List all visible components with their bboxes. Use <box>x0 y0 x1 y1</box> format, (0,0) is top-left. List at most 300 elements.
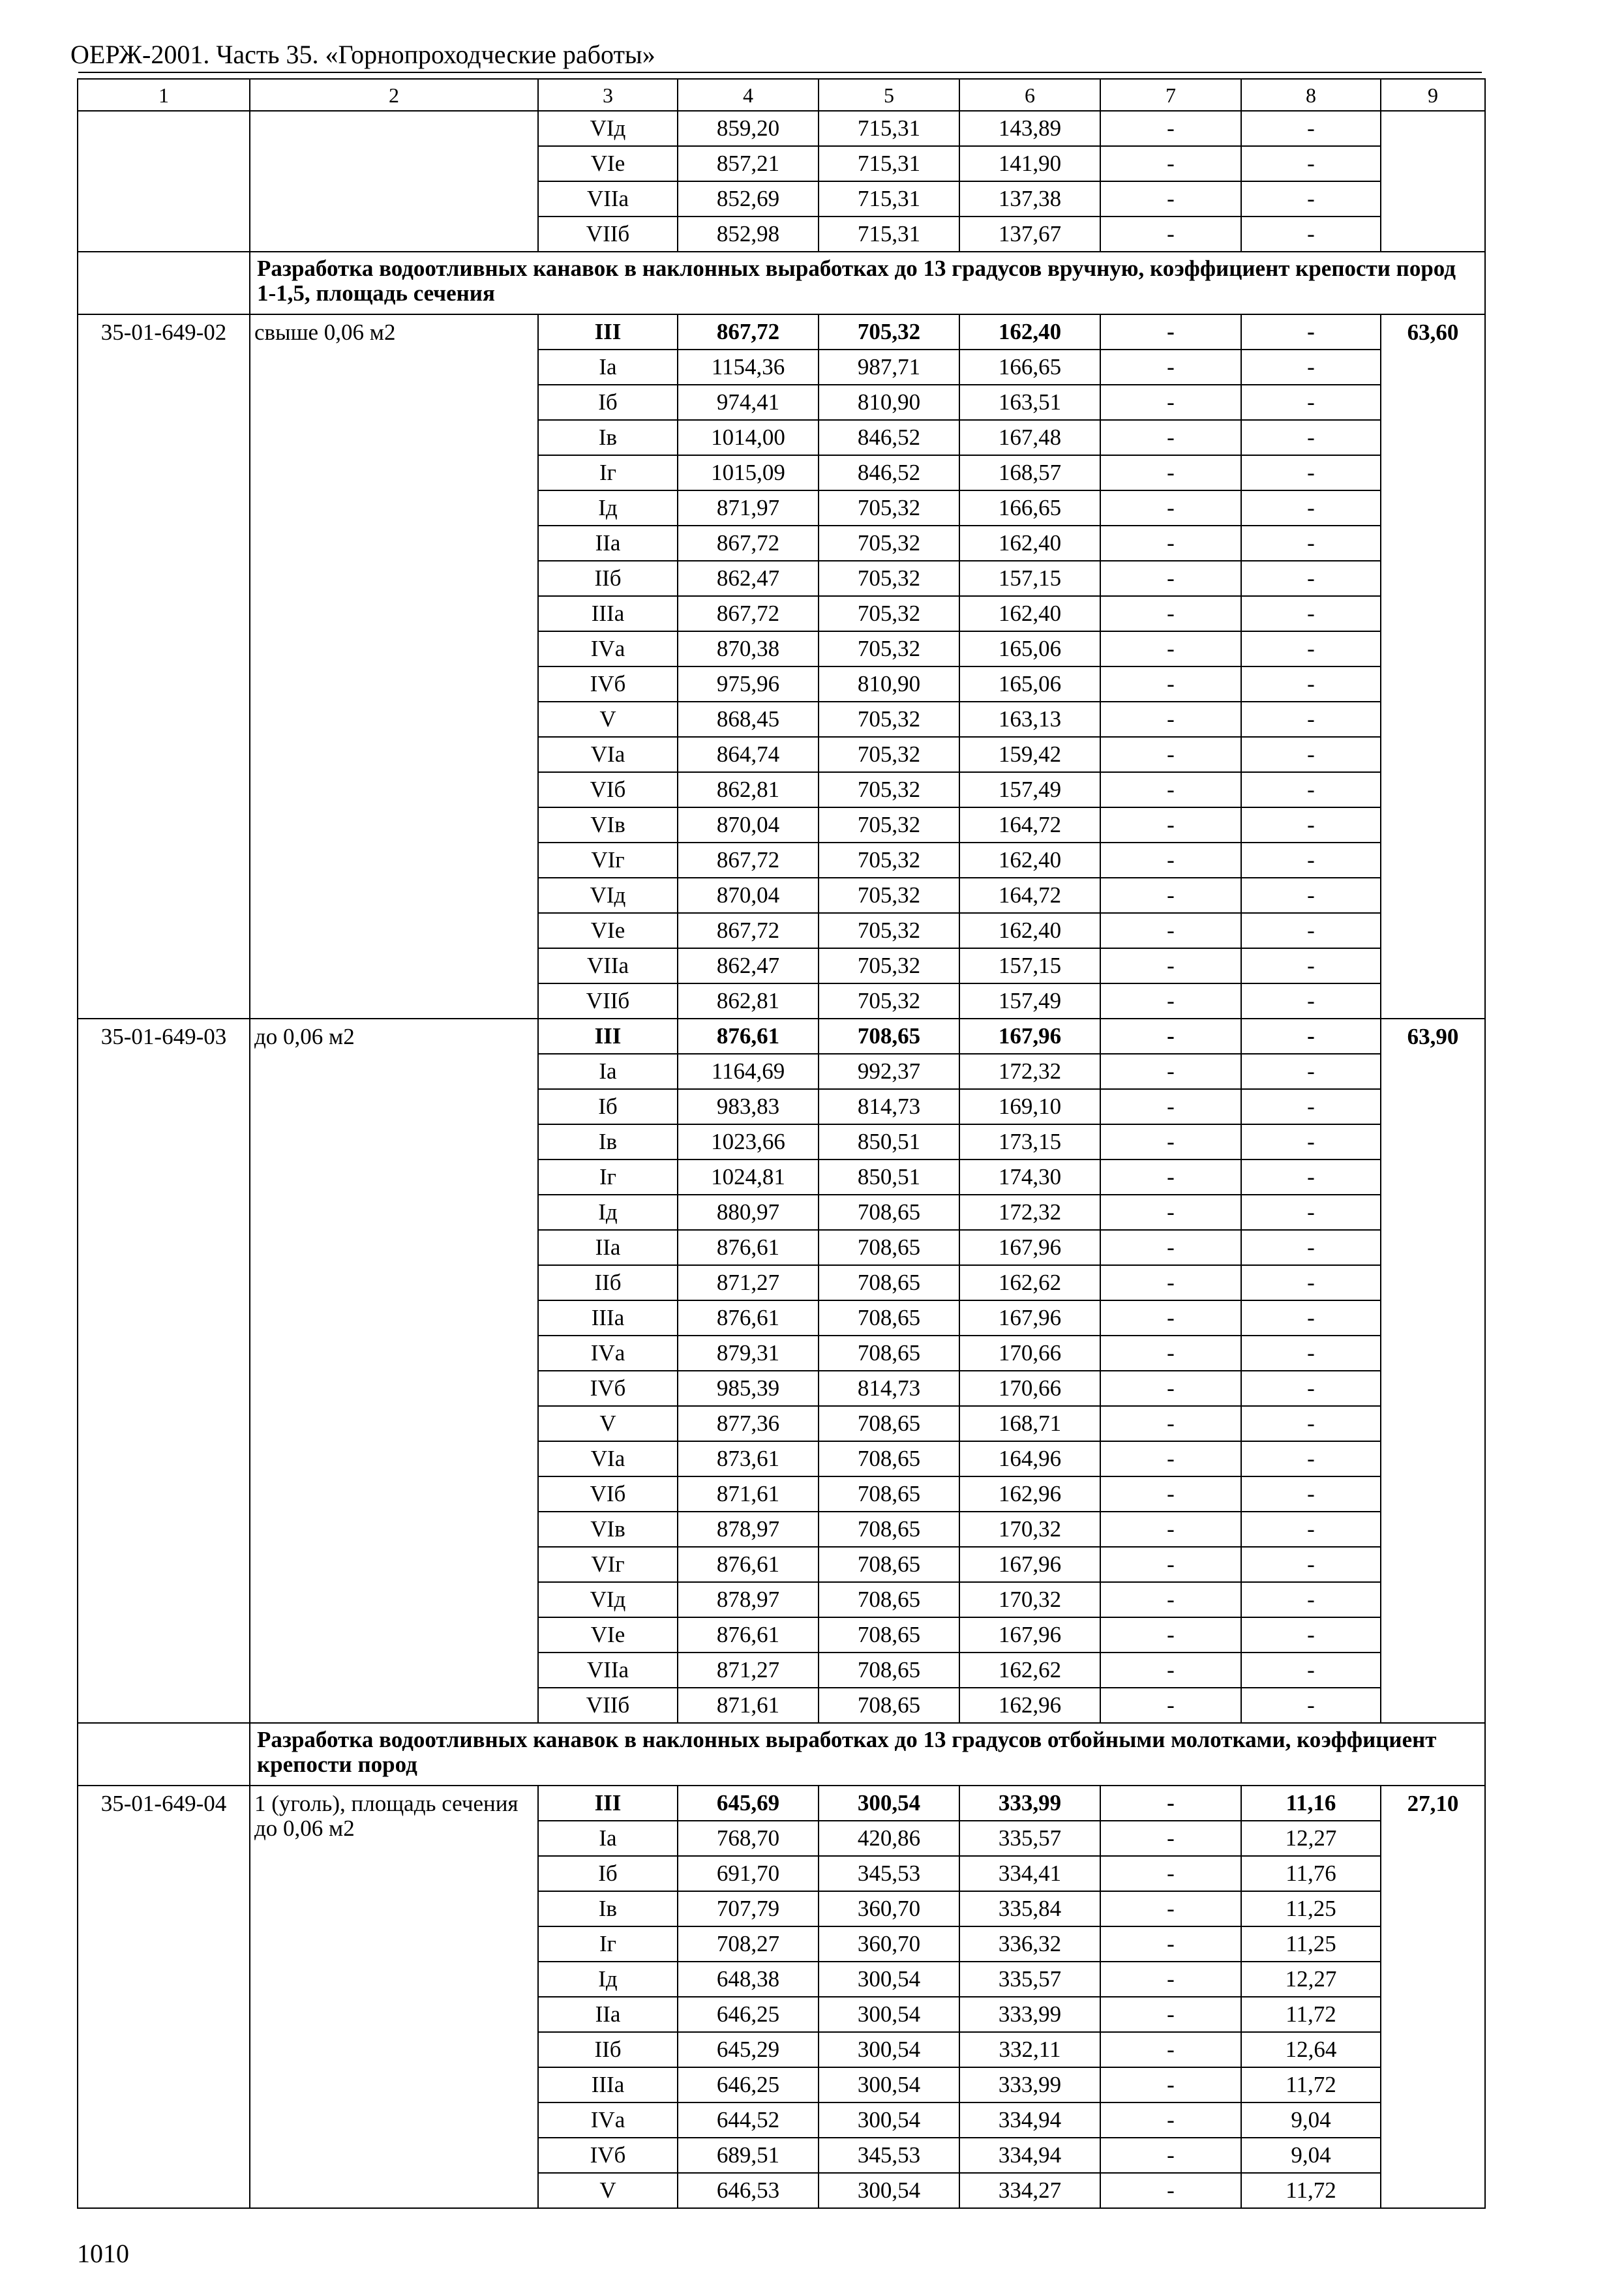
total-cost: 876,61 <box>678 1019 819 1054</box>
machine-cost: 137,67 <box>959 217 1100 252</box>
driver-wage: - <box>1100 111 1241 146</box>
total-cost: 871,61 <box>678 1688 819 1723</box>
rate-category: IVб <box>538 1371 678 1406</box>
section-title-spacer <box>78 252 250 314</box>
total-cost: 871,27 <box>678 1265 819 1300</box>
rate-category: Iв <box>538 1891 678 1926</box>
column-number: 8 <box>1241 79 1381 111</box>
labor-cost: 715,31 <box>819 111 959 146</box>
driver-wage: - <box>1100 2138 1241 2173</box>
materials-cost: - <box>1241 146 1381 181</box>
driver-wage: - <box>1100 1441 1241 1476</box>
rate-category: IIа <box>538 1997 678 2032</box>
materials-cost: - <box>1241 526 1381 561</box>
machine-cost: 168,71 <box>959 1406 1100 1441</box>
rate-category: VIе <box>538 913 678 948</box>
driver-wage: - <box>1100 1997 1241 2032</box>
materials-cost: - <box>1241 737 1381 772</box>
column-number: 1 <box>78 79 250 111</box>
labor-cost: 705,32 <box>819 807 959 843</box>
rate-category: Iв <box>538 420 678 455</box>
rate-category: Iв <box>538 1124 678 1159</box>
labor-cost: 850,51 <box>819 1124 959 1159</box>
rate-category: IIIа <box>538 596 678 631</box>
total-cost: 868,45 <box>678 702 819 737</box>
labor-cost: 708,65 <box>819 1336 959 1371</box>
driver-wage: - <box>1100 146 1241 181</box>
materials-cost: - <box>1241 1019 1381 1054</box>
rate-category: Iа <box>538 350 678 385</box>
machine-cost: 336,32 <box>959 1926 1100 1962</box>
total-cost: 644,52 <box>678 2102 819 2138</box>
materials-cost: - <box>1241 1441 1381 1476</box>
labor-cost: 987,71 <box>819 350 959 385</box>
total-cost: 862,81 <box>678 983 819 1019</box>
driver-wage: - <box>1100 1406 1241 1441</box>
machine-cost: 169,10 <box>959 1089 1100 1124</box>
labor-cost: 708,65 <box>819 1300 959 1336</box>
materials-cost: - <box>1241 1265 1381 1300</box>
driver-wage: - <box>1100 843 1241 878</box>
materials-cost: - <box>1241 1617 1381 1653</box>
rate-category: Iа <box>538 1821 678 1856</box>
rate-category: IVа <box>538 1336 678 1371</box>
driver-wage: - <box>1100 1926 1241 1962</box>
machine-cost: 157,15 <box>959 561 1100 596</box>
materials-cost: - <box>1241 1054 1381 1089</box>
total-cost: 645,69 <box>678 1786 819 1821</box>
machine-cost: 141,90 <box>959 146 1100 181</box>
driver-wage: - <box>1100 2102 1241 2138</box>
rate-category: Iб <box>538 1856 678 1891</box>
driver-wage: - <box>1100 1336 1241 1371</box>
rate-category: VIд <box>538 878 678 913</box>
column-number: 9 <box>1381 79 1485 111</box>
materials-cost: - <box>1241 111 1381 146</box>
materials-cost: - <box>1241 490 1381 526</box>
machine-cost: 167,96 <box>959 1230 1100 1265</box>
labor-cost: 708,65 <box>819 1441 959 1476</box>
driver-wage: - <box>1100 1891 1241 1926</box>
total-cost: 975,96 <box>678 666 819 702</box>
section-title-row <box>78 1723 1485 1786</box>
driver-wage: - <box>1100 1371 1241 1406</box>
labor-cost: 705,32 <box>819 948 959 983</box>
continued-desc-cell <box>250 111 538 252</box>
labor-cost: 708,65 <box>819 1582 959 1617</box>
driver-wage: - <box>1100 314 1241 350</box>
labor-cost: 705,32 <box>819 737 959 772</box>
labor-cost: 846,52 <box>819 420 959 455</box>
machine-cost: 167,96 <box>959 1547 1100 1582</box>
labor-cost: 300,54 <box>819 2173 959 2208</box>
labor-cost: 360,70 <box>819 1891 959 1926</box>
rate-category: IIIа <box>538 1300 678 1336</box>
total-cost: 873,61 <box>678 1441 819 1476</box>
total-cost: 1023,66 <box>678 1124 819 1159</box>
materials-cost: 11,76 <box>1241 1856 1381 1891</box>
labor-cost: 705,32 <box>819 490 959 526</box>
column-number-row <box>78 79 1485 111</box>
item-total: 63,90 <box>1381 1019 1485 1723</box>
item-description: до 0,06 м2 <box>250 1019 538 1723</box>
machine-cost: 164,72 <box>959 807 1100 843</box>
column-number: 5 <box>819 79 959 111</box>
rate-category: Iг <box>538 1926 678 1962</box>
machine-cost: 167,96 <box>959 1617 1100 1653</box>
total-cost: 852,69 <box>678 181 819 217</box>
machine-cost: 157,49 <box>959 772 1100 807</box>
driver-wage: - <box>1100 913 1241 948</box>
machine-cost: 157,49 <box>959 983 1100 1019</box>
labor-cost: 708,65 <box>819 1547 959 1582</box>
rate-category: Iб <box>538 385 678 420</box>
rate-category: VIIб <box>538 217 678 252</box>
materials-cost: 11,72 <box>1241 2173 1381 2208</box>
labor-cost: 708,65 <box>819 1653 959 1688</box>
rate-category: V <box>538 2173 678 2208</box>
machine-cost: 172,32 <box>959 1054 1100 1089</box>
total-cost: 862,47 <box>678 561 819 596</box>
rate-category: IIа <box>538 526 678 561</box>
total-cost: 862,81 <box>678 772 819 807</box>
total-cost: 876,61 <box>678 1230 819 1265</box>
labor-cost: 300,54 <box>819 1997 959 2032</box>
machine-cost: 334,27 <box>959 2173 1100 2208</box>
machine-cost: 162,40 <box>959 596 1100 631</box>
driver-wage: - <box>1100 385 1241 420</box>
total-cost: 648,38 <box>678 1962 819 1997</box>
rate-category: IVб <box>538 2138 678 2173</box>
materials-cost: 11,72 <box>1241 1997 1381 2032</box>
labor-cost: 420,86 <box>819 1821 959 1856</box>
rate-category: VIIа <box>538 181 678 217</box>
total-cost: 707,79 <box>678 1891 819 1926</box>
materials-cost: - <box>1241 1195 1381 1230</box>
rate-category: VIв <box>538 1512 678 1547</box>
materials-cost: - <box>1241 385 1381 420</box>
total-cost: 1015,09 <box>678 455 819 490</box>
rate-category: VIг <box>538 843 678 878</box>
total-cost: 859,20 <box>678 111 819 146</box>
driver-wage: - <box>1100 772 1241 807</box>
item-total: 27,10 <box>1381 1786 1485 2208</box>
labor-cost: 708,65 <box>819 1512 959 1547</box>
machine-cost: 168,57 <box>959 455 1100 490</box>
labor-cost: 708,65 <box>819 1688 959 1723</box>
total-cost: 867,72 <box>678 843 819 878</box>
driver-wage: - <box>1100 1054 1241 1089</box>
item-code: 35-01-649-04 <box>78 1786 250 2208</box>
rate-category: VIг <box>538 1547 678 1582</box>
driver-wage: - <box>1100 1547 1241 1582</box>
materials-cost: - <box>1241 1653 1381 1688</box>
total-cost: 646,53 <box>678 2173 819 2208</box>
materials-cost: 12,27 <box>1241 1962 1381 1997</box>
item-description: 1 (уголь), площадь сечения до 0,06 м2 <box>250 1786 538 2208</box>
driver-wage: - <box>1100 217 1241 252</box>
labor-cost: 300,54 <box>819 2067 959 2102</box>
machine-cost: 162,40 <box>959 843 1100 878</box>
machine-cost: 166,65 <box>959 350 1100 385</box>
rate-category: IIа <box>538 1230 678 1265</box>
machine-cost: 333,99 <box>959 2067 1100 2102</box>
rate-category: VIб <box>538 772 678 807</box>
labor-cost: 705,32 <box>819 772 959 807</box>
labor-cost: 814,73 <box>819 1089 959 1124</box>
rate-category: Iг <box>538 455 678 490</box>
machine-cost: 165,06 <box>959 631 1100 666</box>
driver-wage: - <box>1100 1786 1241 1821</box>
materials-cost: 9,04 <box>1241 2138 1381 2173</box>
rate-category: III <box>538 1019 678 1054</box>
labor-cost: 705,32 <box>819 526 959 561</box>
materials-cost: 12,64 <box>1241 2032 1381 2067</box>
total-cost: 876,61 <box>678 1547 819 1582</box>
materials-cost: - <box>1241 666 1381 702</box>
driver-wage: - <box>1100 420 1241 455</box>
driver-wage: - <box>1100 1962 1241 1997</box>
machine-cost: 162,96 <box>959 1688 1100 1723</box>
total-cost: 691,70 <box>678 1856 819 1891</box>
labor-cost: 705,32 <box>819 983 959 1019</box>
labor-cost: 300,54 <box>819 1962 959 1997</box>
driver-wage: - <box>1100 561 1241 596</box>
rate-category: IIб <box>538 2032 678 2067</box>
materials-cost: - <box>1241 1300 1381 1336</box>
section-title: Разработка водоотливных канавок в наклонных выработках до 13 градусов отбойными молотками, коэффициент крепости пород <box>250 1723 1485 1786</box>
machine-cost: 334,94 <box>959 2102 1100 2138</box>
total-cost: 871,61 <box>678 1476 819 1512</box>
labor-cost: 705,32 <box>819 561 959 596</box>
labor-cost: 810,90 <box>819 385 959 420</box>
driver-wage: - <box>1100 181 1241 217</box>
rate-category: Iд <box>538 1962 678 1997</box>
materials-cost: - <box>1241 631 1381 666</box>
header-rule <box>78 72 1482 73</box>
labor-cost: 345,53 <box>819 2138 959 2173</box>
materials-cost: - <box>1241 1089 1381 1124</box>
materials-cost: - <box>1241 843 1381 878</box>
rate-category: Iг <box>538 1159 678 1195</box>
total-cost: 645,29 <box>678 2032 819 2067</box>
machine-cost: 166,65 <box>959 490 1100 526</box>
materials-cost: - <box>1241 1371 1381 1406</box>
rate-category: VIIб <box>538 1688 678 1723</box>
materials-cost: - <box>1241 1476 1381 1512</box>
machine-cost: 172,32 <box>959 1195 1100 1230</box>
table-row <box>78 1786 1485 1821</box>
driver-wage: - <box>1100 737 1241 772</box>
driver-wage: - <box>1100 878 1241 913</box>
total-cost: 768,70 <box>678 1821 819 1856</box>
rate-category: Iб <box>538 1089 678 1124</box>
materials-cost: - <box>1241 1512 1381 1547</box>
column-number: 4 <box>678 79 819 111</box>
section-title-row <box>78 252 1485 314</box>
materials-cost: - <box>1241 420 1381 455</box>
labor-cost: 705,32 <box>819 596 959 631</box>
materials-cost: 11,25 <box>1241 1926 1381 1962</box>
machine-cost: 335,84 <box>959 1891 1100 1926</box>
machine-cost: 174,30 <box>959 1159 1100 1195</box>
labor-cost: 708,65 <box>819 1406 959 1441</box>
rate-category: IIб <box>538 561 678 596</box>
driver-wage: - <box>1100 1195 1241 1230</box>
total-cost: 974,41 <box>678 385 819 420</box>
rate-category: VIв <box>538 807 678 843</box>
column-number: 7 <box>1100 79 1241 111</box>
continued-code-cell <box>78 111 250 252</box>
section-title-spacer <box>78 1723 250 1786</box>
driver-wage: - <box>1100 1688 1241 1723</box>
labor-cost: 715,31 <box>819 217 959 252</box>
machine-cost: 167,48 <box>959 420 1100 455</box>
rate-category: IVа <box>538 2102 678 2138</box>
labor-cost: 708,65 <box>819 1230 959 1265</box>
labor-cost: 360,70 <box>819 1926 959 1962</box>
labor-cost: 705,32 <box>819 314 959 350</box>
labor-cost: 705,32 <box>819 702 959 737</box>
driver-wage: - <box>1100 983 1241 1019</box>
machine-cost: 143,89 <box>959 111 1100 146</box>
labor-cost: 850,51 <box>819 1159 959 1195</box>
machine-cost: 170,32 <box>959 1582 1100 1617</box>
driver-wage: - <box>1100 631 1241 666</box>
rate-category: IIIа <box>538 2067 678 2102</box>
materials-cost: 12,27 <box>1241 1821 1381 1856</box>
rate-category: VIе <box>538 1617 678 1653</box>
driver-wage: - <box>1100 596 1241 631</box>
materials-cost: - <box>1241 314 1381 350</box>
item-code: 35-01-649-03 <box>78 1019 250 1723</box>
total-cost: 878,97 <box>678 1582 819 1617</box>
labor-cost: 300,54 <box>819 2032 959 2067</box>
item-total: 63,60 <box>1381 314 1485 1019</box>
machine-cost: 333,99 <box>959 1786 1100 1821</box>
driver-wage: - <box>1100 1089 1241 1124</box>
table-row <box>78 111 1485 146</box>
machine-cost: 162,40 <box>959 314 1100 350</box>
labor-cost: 810,90 <box>819 666 959 702</box>
labor-cost: 708,65 <box>819 1617 959 1653</box>
machine-cost: 170,32 <box>959 1512 1100 1547</box>
materials-cost: - <box>1241 1406 1381 1441</box>
rate-category: VIб <box>538 1476 678 1512</box>
rate-category: VIд <box>538 111 678 146</box>
driver-wage: - <box>1100 455 1241 490</box>
materials-cost: - <box>1241 1336 1381 1371</box>
materials-cost: - <box>1241 702 1381 737</box>
total-cost: 876,61 <box>678 1300 819 1336</box>
labor-cost: 705,32 <box>819 878 959 913</box>
machine-cost: 335,57 <box>959 1821 1100 1856</box>
labor-cost: 705,32 <box>819 631 959 666</box>
labor-cost: 715,31 <box>819 146 959 181</box>
total-cost: 867,72 <box>678 526 819 561</box>
rate-category: VIIб <box>538 983 678 1019</box>
materials-cost: 11,16 <box>1241 1786 1381 1821</box>
materials-cost: - <box>1241 596 1381 631</box>
table-row <box>78 1019 1485 1054</box>
total-cost: 646,25 <box>678 1997 819 2032</box>
page-number: 1010 <box>77 2239 129 2268</box>
materials-cost: - <box>1241 1124 1381 1159</box>
machine-cost: 164,72 <box>959 878 1100 913</box>
rate-category: V <box>538 1406 678 1441</box>
rate-category: VIIа <box>538 948 678 983</box>
total-cost: 864,74 <box>678 737 819 772</box>
labor-cost: 814,73 <box>819 1371 959 1406</box>
column-number: 6 <box>959 79 1100 111</box>
driver-wage: - <box>1100 490 1241 526</box>
machine-cost: 334,41 <box>959 1856 1100 1891</box>
driver-wage: - <box>1100 1230 1241 1265</box>
driver-wage: - <box>1100 1582 1241 1617</box>
machine-cost: 170,66 <box>959 1336 1100 1371</box>
materials-cost: - <box>1241 350 1381 385</box>
total-cost: 1014,00 <box>678 420 819 455</box>
machine-cost: 163,51 <box>959 385 1100 420</box>
driver-wage: - <box>1100 807 1241 843</box>
item-description: свыше 0,06 м2 <box>250 314 538 1019</box>
driver-wage: - <box>1100 1019 1241 1054</box>
rate-category: VIд <box>538 1582 678 1617</box>
materials-cost: - <box>1241 561 1381 596</box>
materials-cost: 9,04 <box>1241 2102 1381 2138</box>
total-cost: 876,61 <box>678 1617 819 1653</box>
machine-cost: 167,96 <box>959 1019 1100 1054</box>
machine-cost: 159,42 <box>959 737 1100 772</box>
materials-cost: - <box>1241 878 1381 913</box>
driver-wage: - <box>1100 1265 1241 1300</box>
rate-category: Iа <box>538 1054 678 1089</box>
continued-total-cell <box>1381 111 1485 252</box>
machine-cost: 163,13 <box>959 702 1100 737</box>
total-cost: 871,97 <box>678 490 819 526</box>
labor-cost: 708,65 <box>819 1019 959 1054</box>
materials-cost: - <box>1241 1230 1381 1265</box>
labor-cost: 705,32 <box>819 913 959 948</box>
total-cost: 879,31 <box>678 1336 819 1371</box>
driver-wage: - <box>1100 2173 1241 2208</box>
driver-wage: - <box>1100 1300 1241 1336</box>
labor-cost: 345,53 <box>819 1856 959 1891</box>
machine-cost: 162,62 <box>959 1653 1100 1688</box>
rate-category: Iд <box>538 490 678 526</box>
machine-cost: 162,62 <box>959 1265 1100 1300</box>
materials-cost: - <box>1241 913 1381 948</box>
materials-cost: - <box>1241 181 1381 217</box>
table-row <box>78 314 1485 350</box>
page-header: ОЕРЖ-2001. Часть 35. «Горнопроходческие работы» <box>70 40 655 69</box>
total-cost: 871,27 <box>678 1653 819 1688</box>
labor-cost: 715,31 <box>819 181 959 217</box>
rates-table <box>77 78 1486 2209</box>
machine-cost: 162,40 <box>959 526 1100 561</box>
rate-category: IVа <box>538 631 678 666</box>
total-cost: 870,38 <box>678 631 819 666</box>
machine-cost: 332,11 <box>959 2032 1100 2067</box>
rate-category: IVб <box>538 666 678 702</box>
total-cost: 857,21 <box>678 146 819 181</box>
total-cost: 1024,81 <box>678 1159 819 1195</box>
total-cost: 708,27 <box>678 1926 819 1962</box>
rate-category: VIа <box>538 1441 678 1476</box>
labor-cost: 300,54 <box>819 2102 959 2138</box>
rate-category: III <box>538 1786 678 1821</box>
driver-wage: - <box>1100 350 1241 385</box>
